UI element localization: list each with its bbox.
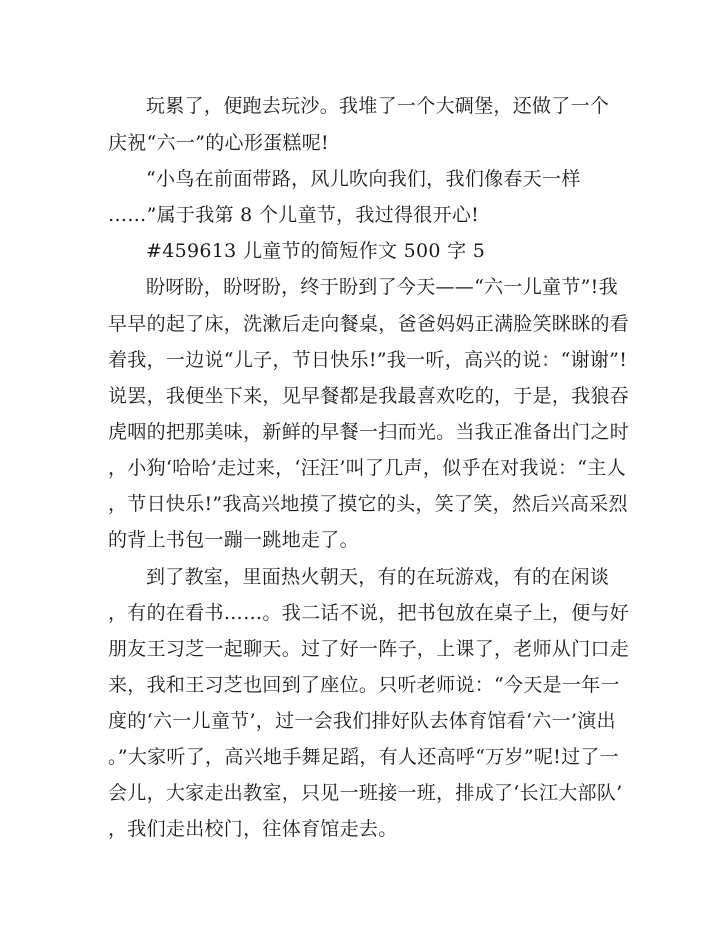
text-line: 度的‘六一儿童节’，过一会我们排好队去体育馆看‘六一’演出 [108, 710, 616, 732]
text-line: 到了教室，里面热火朝天，有的在玩游戏，有的在闲谈 [146, 566, 610, 588]
text-line: 会儿，大家走出教室，只见一班接一班，排成了‘长江大部队’ [108, 782, 623, 804]
text-line: 说罢，我便坐下来，见早餐都是我最喜欢吃的，于是，我狼吞 [108, 385, 630, 407]
text-line: ，小狗‘哈哈’走过来，‘汪汪’叫了几声，似乎在对我说：“主人 [108, 457, 626, 479]
text-line: ……”属于我第 8 个儿童节，我过得很开心! [108, 204, 480, 226]
text-line: ，我们走出校门，往体育馆走去。 [108, 818, 398, 840]
text-line: 虎咽的把那美味，新鲜的早餐一扫而光。当我正准备出门之时 [108, 421, 630, 443]
text-line: 来，我和王习芝也回到了座位。只听老师说：“今天是一年一 [108, 674, 620, 696]
text-line: 早早的起了床，洗漱后走向餐桌，爸爸妈妈正满脸笑眯眯的看 [108, 313, 630, 335]
text-line: “小鸟在前面带路，风儿吹向我们，我们像春天一样 [146, 168, 581, 190]
text-line: 着我，一边说“儿子，节日快乐!”我一听，高兴的说：“谢谢”! [108, 349, 628, 371]
text-line: 朋友王习芝一起聊天。过了好一阵子，上课了，老师从门口走 [108, 638, 630, 660]
section-heading: #459613 儿童节的简短作文 500 字 5 [146, 240, 486, 262]
text-line: 盼呀盼，盼呀盼，终于盼到了今天——“六一儿童节”!我 [146, 276, 618, 298]
text-line: 。”大家听了，高兴地手舞足蹈，有人还高呼“万岁”呢!过了一 [108, 746, 619, 768]
text-line: 玩累了，便跑去玩沙。我堆了一个大碉堡，还做了一个 [146, 95, 610, 117]
text-line: ，有的在看书……。我二话不说，把书包放在桌子上，便与好 [108, 602, 630, 624]
text-line: 庆祝“六一”的心形蛋糕呢! [108, 132, 329, 154]
text-line: ，节日快乐!”我高兴地摸了摸它的头，笑了笑，然后兴高采烈 [108, 493, 628, 515]
text-line: 的背上书包一蹦一跳地走了。 [108, 529, 359, 551]
